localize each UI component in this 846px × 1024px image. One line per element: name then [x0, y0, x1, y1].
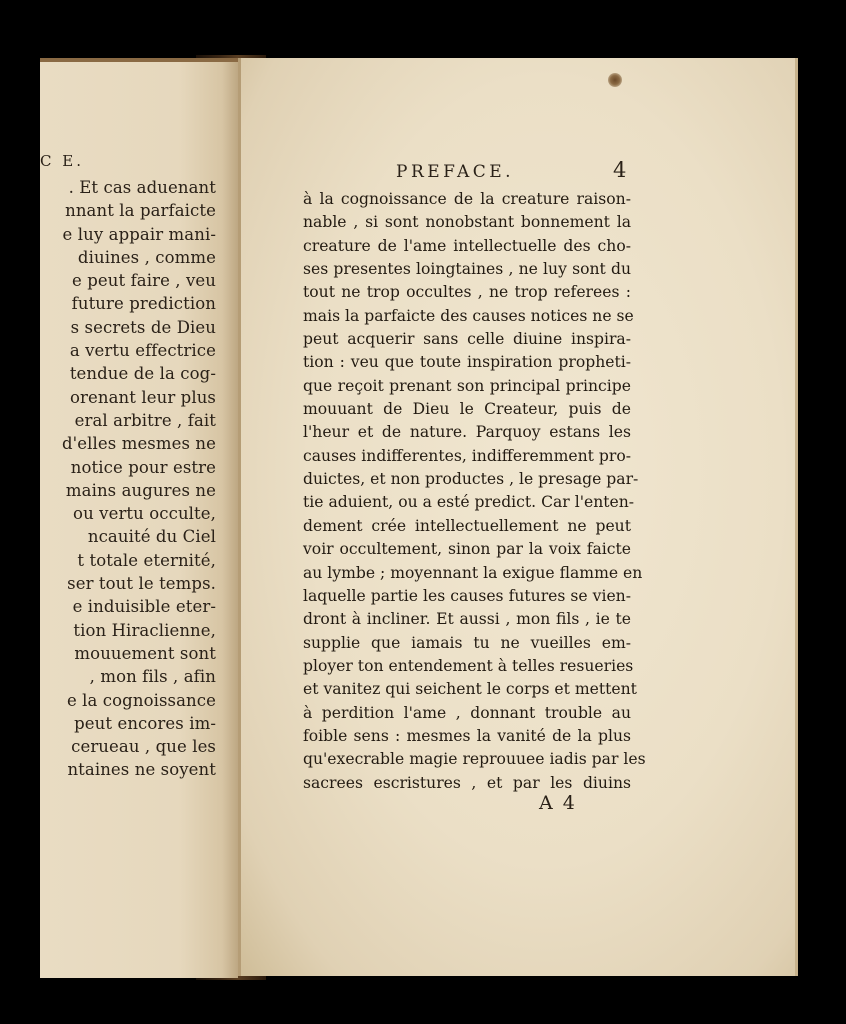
text-line: e la cognoissance — [66, 690, 216, 710]
text-line: ser tout le temps. — [67, 574, 216, 594]
text-line: tendue de la cog- — [69, 364, 216, 384]
page-stain — [608, 73, 622, 87]
text-line: orenant leur plus — [70, 387, 216, 407]
text-line: au lymbe ; moyennant la exigue flamme en — [303, 563, 643, 582]
left-page — [40, 58, 238, 978]
text-line: ployer ton entendement à telles resueries — [303, 656, 634, 675]
left-page-text — [40, 176, 216, 782]
text-line: d'elles mesmes ne — [62, 434, 216, 454]
text-line: ncauité du Ciel — [87, 527, 216, 547]
text-line: ou vertu occulte, — [73, 504, 216, 524]
running-head: PREFACE. — [396, 162, 515, 182]
left-running-head: C E. — [40, 152, 84, 170]
text-line: peut acquerir sans celle diuine inspira- — [303, 330, 631, 349]
text-line: . Et cas aduenant — [68, 178, 216, 197]
text-line: mais la parfaicte des causes notices ne se — [303, 306, 634, 325]
text-line: diuines , comme — [77, 247, 216, 267]
text-line: mains augures ne — [65, 480, 216, 500]
text-line: notice pour estre — [70, 457, 216, 477]
text-line: a vertu effectrice — [69, 341, 216, 361]
text-line: laquelle partie les causes futures se vien- — [303, 586, 631, 605]
text-line: s secrets de Dieu — [70, 317, 216, 337]
text-line: cerueau , que les — [71, 737, 216, 757]
signature-mark: A 4 — [539, 792, 577, 814]
text-line: que reçoit prenant son principal principe — [303, 376, 631, 395]
text-line: ses presentes loingtaines , ne luy sont du — [303, 260, 631, 279]
text-line: dement crée intellectuellement ne peut — [303, 516, 631, 535]
text-line: l'heur et de nature. Parquoy estans les — [303, 423, 631, 442]
text-line: tout ne trop occultes , ne trop referees : — [303, 283, 631, 302]
text-line: foible sens : mesmes la vanité de la plus — [303, 726, 631, 745]
text-line: duictes, et non productes , le presage par- — [303, 470, 639, 489]
text-line: eral arbitre , fait — [74, 410, 216, 430]
text-line: mouuant de Dieu le Createur, puis de — [303, 400, 631, 419]
text-line: dront à incliner. Et aussi , mon fils , ie te — [303, 610, 631, 629]
text-line: tie aduient, ou a esté predict. Car l'enten- — [303, 493, 635, 512]
text-line: t totale eternité, — [77, 550, 216, 570]
page-body-text — [303, 188, 646, 795]
text-line: à perdition l'ame , donnant trouble au — [303, 703, 631, 722]
text-line: tion Hiraclienne, — [73, 620, 216, 640]
text-line: supplie que iamais tu ne vueilles em- — [303, 633, 631, 652]
text-line: ntaines ne soyent — [67, 760, 216, 780]
text-line: tion : veu que toute inspiration propheti- — [303, 353, 631, 372]
text-line: future prediction — [71, 294, 216, 314]
text-line: e induisible eter- — [72, 597, 216, 617]
text-line: à la cognoissance de la creature raison- — [303, 190, 631, 208]
page-number: 4 — [613, 158, 627, 182]
text-line: qu'execrable magie reprouuee iadis par les — [303, 750, 646, 769]
text-line: sacrees escristures , et par les diuins — [303, 773, 631, 792]
text-line: nnant la parfaicte — [65, 201, 216, 221]
right-page — [238, 58, 798, 976]
text-line: , mon fils , afin — [89, 667, 216, 687]
text-line: peut encores im- — [74, 713, 216, 733]
text-line: creature de l'ame intellectuelle des cho- — [303, 236, 631, 255]
text-line: mouuement sont — [74, 643, 216, 663]
text-line: et vanitez qui seichent le corps et mettent — [303, 680, 637, 699]
text-line: e luy appair mani- — [62, 224, 216, 244]
text-line: e peut faire , veu — [72, 271, 216, 291]
text-line: nable , si sont nonobstant bonnement la — [303, 213, 631, 232]
text-line: voir occultement, sinon par la voix faicte — [303, 540, 631, 559]
text-line: causes indifferentes, indifferemment pro- — [303, 446, 631, 465]
